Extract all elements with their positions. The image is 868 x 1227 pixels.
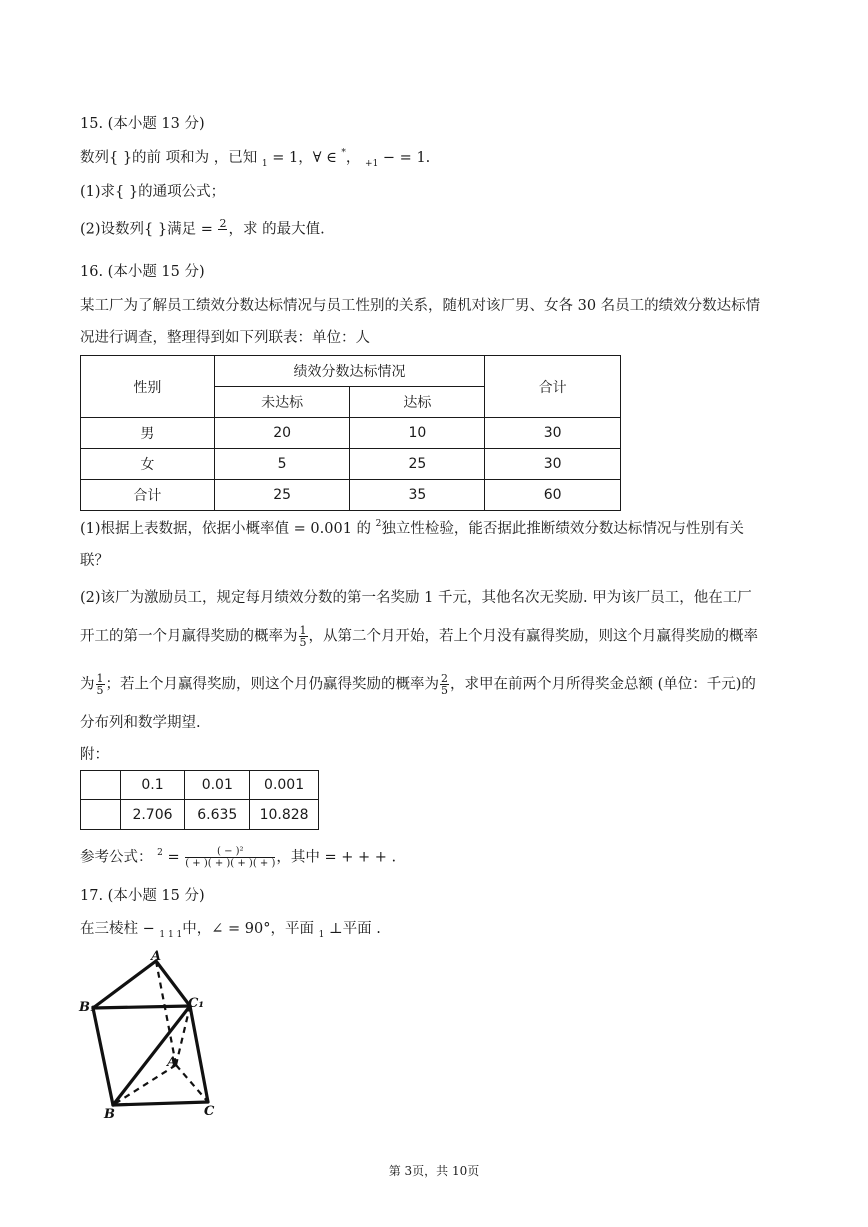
q16-p1-a: (1)根据上表数据，依据小概率值 = 0.001 的 (80, 521, 376, 537)
q15-frac-den (218, 230, 227, 241)
q16-intro-2: 况进行调查，整理得到如下列联表：单位：人 (80, 330, 370, 346)
q15-part1: (1)求{ }的通项公式； (80, 184, 226, 200)
frac-den: 5 (299, 636, 307, 649)
ref-cell (81, 771, 121, 800)
q16-part1-line2: 联？ (80, 553, 109, 569)
formula-label: 参考公式： (80, 849, 158, 866)
th-met: 达标 (350, 387, 485, 418)
q16-p2-l3-a: 为 (80, 676, 95, 693)
formula-den: ( + )( + )( + )( + ) (185, 858, 276, 869)
cell-met: 10 (350, 418, 485, 449)
frac-num: 2 (441, 672, 448, 685)
edge-b-c (113, 1102, 208, 1105)
frac-den: 5 (441, 684, 448, 697)
q15-header: 15. (本小题 13 分) (80, 116, 205, 132)
edge-b1-c1 (93, 1006, 190, 1008)
label-c: C (204, 1104, 215, 1119)
page-footer: 第 3页，共 10页 (388, 1164, 480, 1178)
q15-stmt-d: − = 1. (378, 150, 431, 166)
label-a: A (167, 1055, 178, 1070)
q15-frac-num: 2 (219, 217, 227, 230)
edge-a1-b1 (93, 961, 156, 1008)
reference-formula (80, 846, 396, 870)
q15-part2-b: ，求 的最大值. (228, 221, 325, 238)
q16-p2-l3-c: ，求甲在前两个月所得奖金总额 (单位：千元)的 (450, 676, 756, 693)
th-gender: 性别 (81, 356, 215, 418)
q15-stmt-sub: 1 (261, 159, 268, 169)
q15-stmt-b: = 1，∀ ∈ (267, 150, 342, 166)
frac-num: 1 (96, 672, 104, 685)
row-label: 男 (81, 418, 215, 449)
table-row (81, 800, 319, 830)
ref-cell (81, 800, 121, 830)
fraction-one-fifth (299, 625, 308, 648)
th-status: 绩效分数达标情况 (214, 356, 485, 387)
label-c1: C₁ (188, 996, 205, 1011)
table-row (81, 480, 621, 511)
q17-header: 17. (本小题 15 分) (80, 888, 205, 904)
q16-p2-l3-b: ；若上个月赢得奖励，则这个月仍赢得奖励的概率为 (105, 676, 439, 693)
cell-met: 25 (350, 449, 485, 480)
label-a1: A (151, 949, 162, 964)
table-row (81, 449, 621, 480)
q15-part2-a: (2)设数列{ }满足 = (80, 221, 218, 238)
formula-eq: = (162, 849, 185, 866)
ref-cell: 0.001 (250, 771, 319, 800)
q15-stmt-a: 数列{ }的前 项和为 ，已知 (80, 150, 262, 166)
th-total: 合计 (485, 356, 621, 418)
label-b: B (104, 1107, 115, 1122)
edge-c1-c (190, 1006, 208, 1102)
cell-total: 30 (485, 418, 621, 449)
q16-p1-b: 独立性检验，能否据此推断绩效分数达标情况与性别有关 (381, 521, 744, 537)
ref-cell: 0.1 (120, 771, 185, 800)
label-b1: B₁ (79, 1000, 96, 1015)
q15-fraction (218, 218, 227, 241)
fraction-one-fifth (96, 673, 105, 696)
q15-statement (80, 148, 430, 170)
frac-num: 1 (299, 624, 307, 637)
ref-cell: 10.828 (250, 800, 319, 830)
q17-statement (80, 919, 381, 941)
q16-part2-line2 (80, 625, 758, 648)
q16-part2-line3 (80, 673, 756, 696)
cell-total: 30 (485, 449, 621, 480)
q17-l1-subs: 1 1 1 (159, 930, 183, 940)
formula-num: ( − )² (185, 846, 275, 858)
q17-l1-a: 在三棱柱 − (80, 921, 160, 937)
q17-l1-b: 中，∠ = 90°，平面 (182, 921, 319, 937)
q16-part2-line4: 分布列和数学期望. (80, 715, 201, 731)
edge-b1-b (93, 1008, 113, 1105)
q16-p2-l2-a: 开工的第一个月赢得奖励的概率为 (80, 628, 298, 645)
q15-stmt-sup: * (341, 148, 346, 158)
q15-stmt-sub2: +1 (365, 159, 379, 169)
cell-total: 60 (485, 480, 621, 511)
q16-part1-line1 (80, 519, 744, 541)
ref-cell: 2.706 (120, 800, 185, 830)
q16-intro-1: 某工厂为了解员工绩效分数达标情况与员工性别的关系，随机对该厂男、女各 30 名员工的绩效分数达标情 (80, 298, 761, 314)
frac-den: 5 (96, 684, 104, 697)
critical-value-table (80, 770, 319, 830)
q16-header: 16. (本小题 15 分) (80, 264, 205, 280)
table-row (81, 418, 621, 449)
cell-not-met: 5 (214, 449, 350, 480)
formula-where: ，其中 = + + + . (276, 849, 397, 866)
q17-l1-c: ⊥平面 . (324, 921, 381, 937)
prism-figure (70, 945, 250, 1125)
ref-cell: 6.635 (185, 800, 250, 830)
contingency-table (80, 355, 621, 511)
q17-l1-sub2: 1 (318, 930, 325, 940)
cell-met: 35 (350, 480, 485, 511)
q16-p1-sup: 2 (375, 519, 382, 529)
table-row (81, 771, 319, 800)
ref-cell: 0.01 (185, 771, 250, 800)
q16-part2-line1: (2)该厂为激励员工，规定每月绩效分数的第一名奖励 1 千元，其他名次无奖励. 甲为该厂员工，他在工厂 (80, 590, 752, 606)
edge-c1-b (113, 1006, 190, 1105)
q16-p2-l2-b: ，从第二个月开始，若上个月没有赢得奖励，则这个月赢得奖励的概率 (308, 628, 758, 645)
cell-not-met: 20 (214, 418, 350, 449)
row-label: 女 (81, 449, 215, 480)
cell-not-met: 25 (214, 480, 350, 511)
formula-sup: 2 (157, 847, 163, 858)
q16-appendix: 附： (80, 747, 109, 763)
dashed-a-b (113, 1065, 176, 1105)
fraction-two-fifths (440, 673, 449, 696)
formula-fraction (185, 846, 275, 869)
q15-stmt-c: ， (345, 150, 366, 166)
th-not-met: 未达标 (214, 387, 350, 418)
q15-part2 (80, 218, 325, 241)
row-label: 合计 (81, 480, 215, 511)
